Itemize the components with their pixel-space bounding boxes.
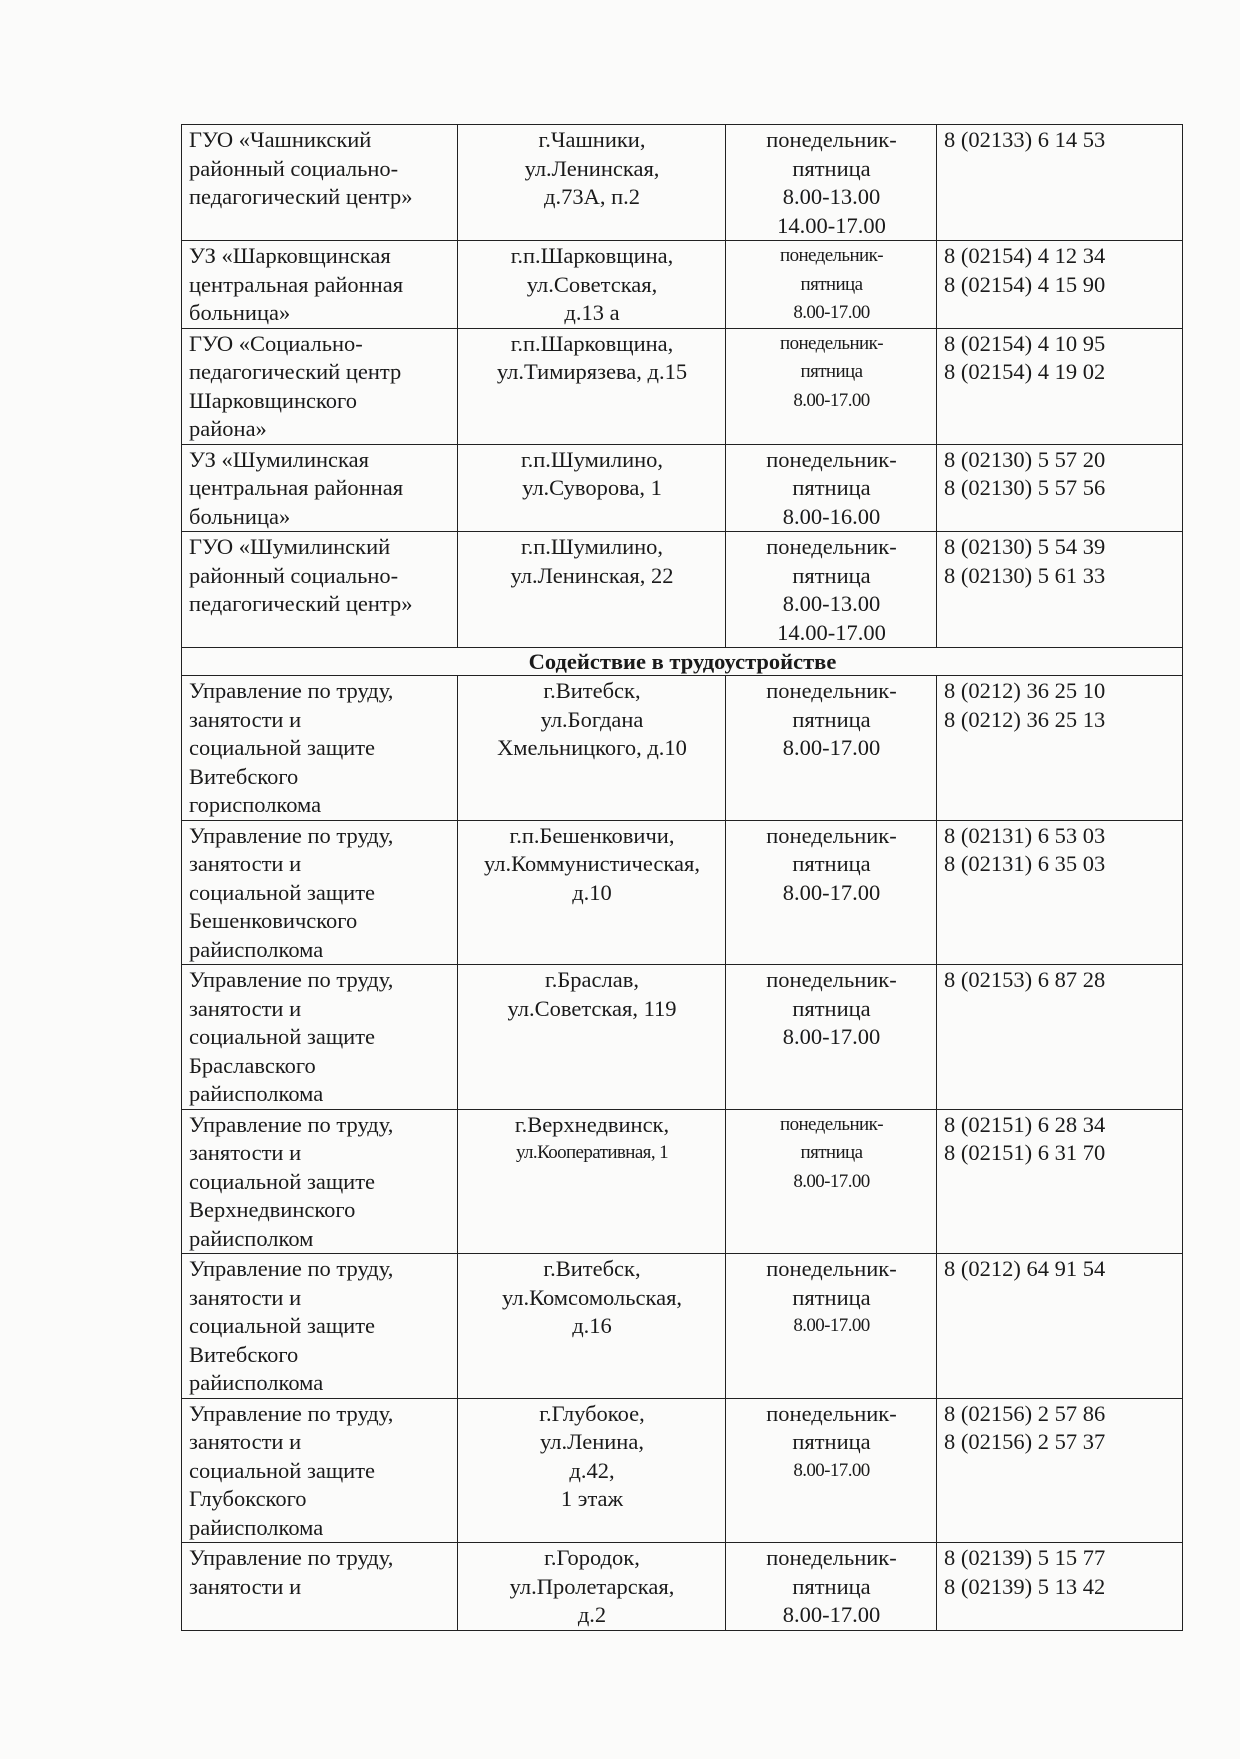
address-cell (458, 965, 726, 1110)
organization-line: райисполкома (189, 1081, 324, 1106)
table-row (182, 241, 1183, 329)
address-line: ул.Суворова, 1 (522, 475, 662, 500)
organization-line: Верхнедвинского (189, 1197, 356, 1222)
hours-cell (726, 1543, 937, 1631)
section-row (182, 648, 1183, 676)
organization-line: занятости и (189, 706, 302, 732)
organization-line: районный социально- (189, 155, 399, 181)
hours-cell (726, 1109, 937, 1254)
section-title: Содействие в трудоустройстве (182, 648, 1183, 676)
phone-number: 8 (02151) 6 31 70 (944, 1140, 1106, 1165)
organization-line: Браславского (189, 1052, 316, 1078)
hours-line: 8.00-17.00 (793, 302, 870, 323)
address-cell (458, 820, 726, 965)
phone-number: 8 (02130) 5 57 56 (944, 475, 1106, 500)
organization-line: районный социально- (189, 562, 399, 588)
hours-line: понедельник- (766, 1545, 897, 1570)
organization-line: ГУО «Социально- (189, 330, 363, 356)
address-line: г.Витебск, (543, 1256, 641, 1281)
address-line: г.Браслав, (545, 967, 639, 992)
address-line: ул.Комсомольская, (501, 1284, 683, 1310)
address-line: д.13 а (564, 300, 620, 325)
organization-cell (182, 532, 458, 648)
organization-line: занятости и (189, 1140, 302, 1165)
organization-line: центральная районная (189, 475, 404, 500)
address-line: ул.Богдана (540, 706, 644, 732)
hours-line: понедельник- (766, 534, 897, 559)
phone-cell (937, 328, 1183, 444)
organization-cell (182, 241, 458, 329)
phone-number: 8 (02139) 5 13 42 (944, 1573, 1106, 1599)
hours-line: 8.00-16.00 (782, 503, 881, 529)
address-line: г.Витебск, (543, 678, 641, 703)
table-row (182, 820, 1183, 965)
phone-cell (937, 1254, 1183, 1399)
contacts-table (181, 124, 1183, 1631)
phone-cell (937, 532, 1183, 648)
address-line: 1 этаж (560, 1486, 624, 1511)
organization-line: Управление по труду, (189, 822, 394, 848)
address-line: г.п.Шумилино, (520, 446, 664, 472)
address-line: ул.Советская, (526, 271, 658, 297)
phone-cell (937, 1543, 1183, 1631)
hours-line: 8.00-17.00 (793, 1459, 870, 1481)
hours-line: пятница (792, 1573, 871, 1599)
organization-line: Управление по труду, (189, 678, 394, 703)
address-cell (458, 1398, 726, 1543)
organization-line: Управление по труду, (189, 1400, 394, 1426)
hours-line: пятница (792, 995, 871, 1021)
hours-line: пятница (792, 706, 871, 732)
address-line: д.73А, п.2 (544, 184, 640, 209)
organization-line: горисполкома (189, 792, 322, 817)
phone-number: 8 (02130) 5 57 20 (944, 446, 1106, 472)
phone-cell (937, 965, 1183, 1110)
phone-number: 8 (02130) 5 61 33 (944, 562, 1106, 588)
hours-line: пятница (800, 1142, 863, 1163)
organization-cell (182, 820, 458, 965)
hours-line: 8.00-17.00 (782, 735, 881, 760)
address-line: ул.Ленина, (540, 1429, 644, 1454)
hours-line: понедельник- (766, 1400, 897, 1426)
organization-cell (182, 676, 458, 821)
table-row (182, 125, 1183, 241)
phone-number: 8 (02156) 2 57 37 (944, 1429, 1106, 1454)
table-row (182, 328, 1183, 444)
address-line: г.п.Шарковщина, (510, 330, 674, 356)
organization-line: социальной защите (189, 1313, 376, 1338)
hours-cell (726, 965, 937, 1110)
organization-line: занятости и (189, 995, 302, 1021)
hours-cell (726, 676, 937, 821)
organization-line: социальной защите (189, 1168, 376, 1194)
hours-line: понедельник- (780, 1113, 883, 1135)
organization-line: социальной защите (189, 879, 376, 905)
phone-number: 8 (02151) 6 28 34 (944, 1111, 1106, 1137)
table-row (182, 444, 1183, 532)
hours-line: 8.00-17.00 (782, 1024, 881, 1049)
organization-line: социальной защите (189, 1024, 376, 1049)
hours-cell (726, 125, 937, 241)
address-line: д.10 (572, 879, 612, 905)
organization-cell (182, 1109, 458, 1254)
address-line: ул.Тимирязева, д.15 (496, 359, 688, 384)
phone-number: 8 (0212) 64 91 54 (944, 1256, 1106, 1281)
address-line: г.Глубокое, (539, 1400, 645, 1426)
organization-line: Управление по труду, (189, 1111, 394, 1137)
address-line: г.п.Шумилино, (520, 534, 664, 559)
phone-number: 8 (02154) 4 12 34 (944, 243, 1106, 268)
hours-line: 8.00-17.00 (782, 1602, 881, 1627)
hours-line: понедельник- (766, 967, 897, 992)
organization-line: УЗ «Шарковщинская (189, 243, 391, 268)
address-line: ул.Советская, 119 (507, 995, 677, 1021)
hours-line: пятница (800, 273, 863, 295)
hours-line: 8.00-13.00 (782, 184, 881, 209)
organization-line: педагогический центр (189, 359, 402, 384)
organization-line: райисполкома (189, 936, 324, 962)
organization-line: райисполкома (189, 1514, 324, 1540)
organization-line: Витебского (189, 763, 299, 789)
table-row (182, 532, 1183, 648)
table-row (182, 965, 1183, 1110)
organization-line: Шарковщинского (189, 387, 357, 413)
hours-line: понедельник- (766, 1256, 897, 1281)
hours-line: 8.00-17.00 (793, 389, 870, 411)
hours-line: пятница (792, 851, 871, 876)
phone-cell (937, 1109, 1183, 1254)
organization-line: района» (189, 416, 267, 441)
phone-number: 8 (02153) 6 87 28 (944, 967, 1106, 992)
hours-line: пятница (792, 1429, 871, 1454)
phone-number: 8 (0212) 36 25 10 (944, 678, 1106, 703)
hours-cell (726, 444, 937, 532)
phone-number: 8 (02156) 2 57 86 (944, 1400, 1106, 1426)
table-row (182, 676, 1183, 821)
phone-number: 8 (02131) 6 53 03 (944, 822, 1106, 848)
address-cell (458, 532, 726, 648)
hours-line: понедельник- (780, 245, 883, 266)
hours-cell (726, 532, 937, 648)
phone-number: 8 (02133) 6 14 53 (944, 127, 1106, 152)
hours-line: 14.00-17.00 (777, 619, 886, 645)
hours-cell (726, 241, 937, 329)
address-line: ул.Пролетарская, (509, 1573, 675, 1599)
address-line: д.42, (569, 1457, 615, 1483)
organization-line: райисполкома (189, 1370, 324, 1395)
organization-line: центральная районная (189, 271, 404, 297)
address-line: г.п.Шарковщина, (510, 243, 674, 268)
organization-line: педагогический центр» (189, 184, 413, 209)
organization-cell (182, 965, 458, 1110)
organization-cell (182, 1398, 458, 1543)
address-line: ул.Кооперативная, 1 (515, 1142, 669, 1163)
address-line: Хмельницкого, д.10 (497, 735, 687, 760)
address-cell (458, 1109, 726, 1254)
hours-line: понедельник- (766, 822, 897, 848)
address-cell (458, 676, 726, 821)
organization-line: Управление по труду, (189, 967, 394, 992)
organization-line: педагогический центр» (189, 591, 413, 616)
table-row (182, 1109, 1183, 1254)
phone-cell (937, 676, 1183, 821)
phone-cell (937, 444, 1183, 532)
organization-line: Глубокского (189, 1486, 307, 1511)
organization-line: Управление по труду, (189, 1545, 394, 1570)
organization-cell (182, 1543, 458, 1631)
organization-line: Управление по труду, (189, 1256, 394, 1281)
hours-line: пятница (792, 1284, 871, 1310)
table-row (182, 1543, 1183, 1631)
organization-line: райисполком (189, 1225, 314, 1251)
address-line: г.Чашники, (538, 127, 646, 152)
organization-line: ГУО «Шумилинский (189, 534, 391, 559)
organization-cell (182, 1254, 458, 1399)
organization-line: УЗ «Шумилинская (189, 446, 369, 472)
phone-cell (937, 241, 1183, 329)
hours-line: 14.00-17.00 (777, 212, 886, 238)
hours-line: 8.00-13.00 (782, 591, 881, 616)
hours-line: 8.00-17.00 (793, 1315, 870, 1336)
address-cell (458, 444, 726, 532)
organization-line: занятости и (189, 1573, 302, 1599)
address-line: ул.Ленинская, (524, 155, 660, 181)
organization-line: занятости и (189, 1429, 302, 1454)
hours-line: понедельник- (766, 678, 897, 703)
address-line: д.16 (572, 1313, 612, 1338)
address-line: г.п.Бешенковичи, (509, 822, 675, 848)
organization-cell (182, 328, 458, 444)
phone-number: 8 (02130) 5 54 39 (944, 534, 1106, 559)
hours-cell (726, 820, 937, 965)
hours-line: пятница (792, 155, 871, 181)
organization-line: ГУО «Чашникский (189, 127, 372, 152)
address-line: г.Городок, (544, 1545, 640, 1570)
organization-cell (182, 125, 458, 241)
phone-cell (937, 1398, 1183, 1543)
hours-cell (726, 328, 937, 444)
organization-line: социальной защите (189, 1457, 376, 1483)
organization-line: больница» (189, 503, 291, 529)
hours-cell (726, 1398, 937, 1543)
hours-line: пятница (800, 361, 863, 382)
table-row (182, 1398, 1183, 1543)
hours-line: пятница (792, 562, 871, 588)
address-cell (458, 1543, 726, 1631)
address-cell (458, 125, 726, 241)
phone-number: 8 (02131) 6 35 03 (944, 851, 1106, 876)
phone-number: 8 (02154) 4 10 95 (944, 330, 1106, 356)
table-row (182, 1254, 1183, 1399)
phone-number: 8 (02139) 5 15 77 (944, 1545, 1106, 1570)
hours-line: понедельник- (766, 127, 897, 152)
phone-cell (937, 125, 1183, 241)
address-line: д.2 (577, 1602, 607, 1627)
address-cell (458, 241, 726, 329)
organization-line: Бешенковичского (189, 908, 358, 933)
organization-line: Витебского (189, 1341, 299, 1367)
address-line: г.Верхнедвинск, (514, 1111, 670, 1137)
hours-line: 8.00-17.00 (782, 879, 881, 905)
phone-number: 8 (02154) 4 19 02 (944, 359, 1106, 384)
address-line: ул.Ленинская, 22 (510, 562, 674, 588)
hours-line: понедельник- (780, 332, 883, 354)
hours-line: 8.00-17.00 (793, 1170, 870, 1192)
organization-cell (182, 444, 458, 532)
phone-cell (937, 820, 1183, 965)
hours-line: пятница (792, 475, 871, 500)
hours-line: понедельник- (766, 446, 897, 472)
hours-cell (726, 1254, 937, 1399)
phone-number: 8 (0212) 36 25 13 (944, 706, 1106, 732)
organization-line: социальной защите (189, 735, 376, 760)
address-cell (458, 328, 726, 444)
organization-line: занятости и (189, 1284, 302, 1310)
address-line: ул.Коммунистическая, (484, 851, 700, 876)
phone-number: 8 (02154) 4 15 90 (944, 271, 1106, 297)
address-cell (458, 1254, 726, 1399)
organization-line: больница» (189, 300, 291, 325)
organization-line: занятости и (189, 851, 302, 876)
